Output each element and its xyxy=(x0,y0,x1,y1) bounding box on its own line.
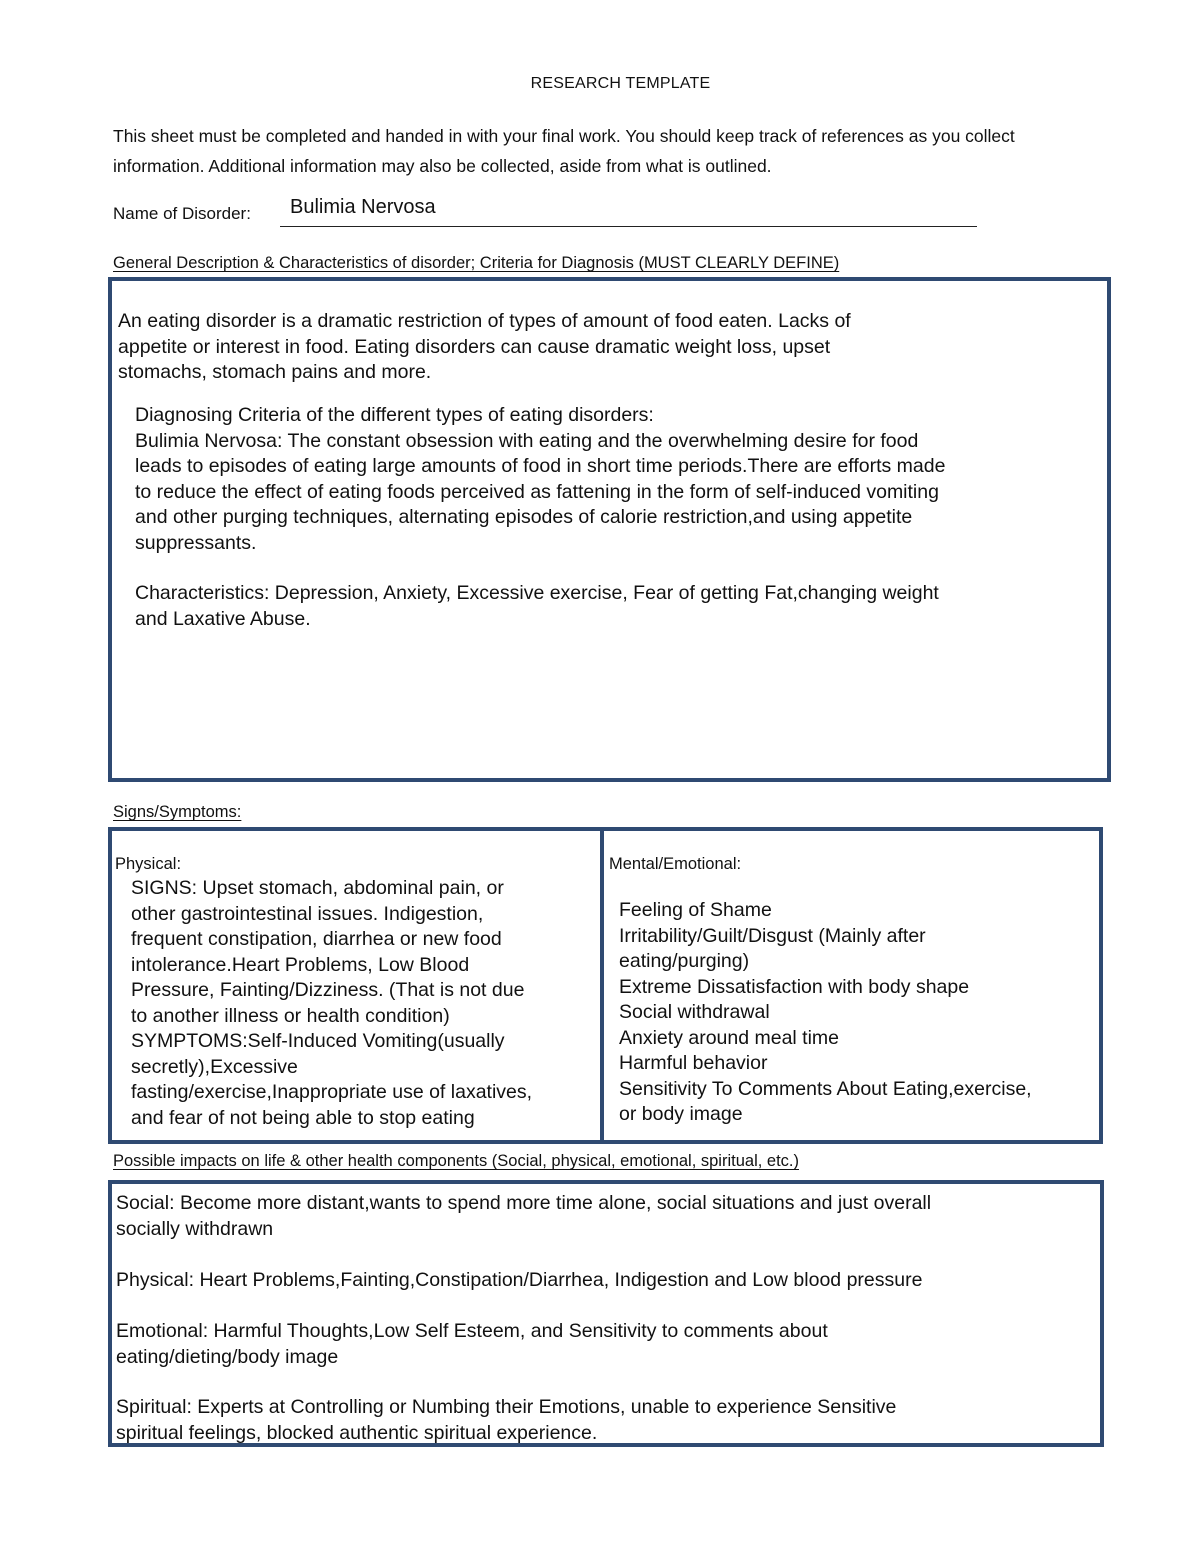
disorder-name-label: Name of Disorder: xyxy=(113,204,251,223)
possible-impacts-box[interactable] xyxy=(108,1180,1104,1447)
physical-signs-box[interactable] xyxy=(108,827,604,1144)
general-description-heading: General Description & Characteristics of disorder; Criteria for Diagnosis (MUST CLEARLY DEFINE) xyxy=(113,254,840,272)
mental-emotional-box[interactable] xyxy=(600,827,1103,1144)
spiritual-impact-text: Spiritual: Experts at Controlling or Numbing their Emotions, unable to experience Sensitive spiritual feelings, blocked authentic spiritual experience. xyxy=(116,1396,897,1444)
mental-emotional-label: Mental/Emotional: xyxy=(609,855,742,873)
diagnostic-criteria-text: Diagnosing Criteria of the different types of eating disorders: Bulimia Nervosa: The constant obsession with eating and the overwhelming desire for food leads to episodes of eating large amounts of food in short time periods.There are efforts made to reduce the effect of eating foods perceived as fattening in the form of self-induced vomiting and other purging techniques, alternating episodes of calorie restriction,and using appetite suppressants. xyxy=(135,404,946,554)
disorder-name-field[interactable]: Bulimia Nervosa xyxy=(290,196,436,218)
general-description-box[interactable] xyxy=(108,277,1111,782)
description-text: An eating disorder is a dramatic restriction of types of amount of food eaten. Lacks of appetite or interest in food. Eating disorders can cause dramatic weight loss, upset stomachs, stomach pains and more. xyxy=(118,310,851,383)
mental-emotional-text: Feeling of Shame Irritability/Guilt/Disgust (Mainly after eating/purging) Extreme Dissatisfaction with body shape Social withdrawal Anxiety around meal time Harmful behavior Sensitivity To Comments About Eating,exercise, or body image xyxy=(619,899,1032,1125)
signs-symptoms-heading: Signs/Symptoms: xyxy=(113,803,242,821)
document-title: RESEARCH TEMPLATE xyxy=(530,75,711,92)
possible-impacts-heading: Possible impacts on life & other health components (Social, physical, emotional, spiritual, etc.) xyxy=(113,1152,799,1170)
intro-paragraph: This sheet must be completed and handed in with your final work. You should keep track of references as you collect information. Additional information may also be collected, aside from what is outlined. xyxy=(113,126,1015,176)
disorder-name-underline xyxy=(280,226,977,227)
physical-impact-text: Physical: Heart Problems,Fainting,Constipation/Diarrhea, Indigestion and Low blood pressure xyxy=(116,1269,923,1291)
social-impact-text: Social: Become more distant,wants to spend more time alone, social situations and just overall socially withdrawn xyxy=(116,1192,932,1240)
characteristics-text: Characteristics: Depression, Anxiety, Excessive exercise, Fear of getting Fat,changing weight and Laxative Abuse. xyxy=(135,582,939,630)
physical-label: Physical: xyxy=(115,855,182,873)
emotional-impact-text: Emotional: Harmful Thoughts,Low Self Esteem, and Sensitivity to comments about eating/dieting/body image xyxy=(116,1320,828,1368)
physical-signs-text: SIGNS: Upset stomach, abdominal pain, or other gastrointestinal issues. Indigestion, frequent constipation, diarrhea or new food intolerance.Heart Problems, Low Blood Pressure, Fainting/Dizziness. (That is not due to another illness or health condition) SYMPTOMS:Self-Induced Vomiting(usually secretly),Excessive fasting/exercise,Inappropriate use of laxatives, and fear of not being able to stop eating xyxy=(131,877,533,1129)
